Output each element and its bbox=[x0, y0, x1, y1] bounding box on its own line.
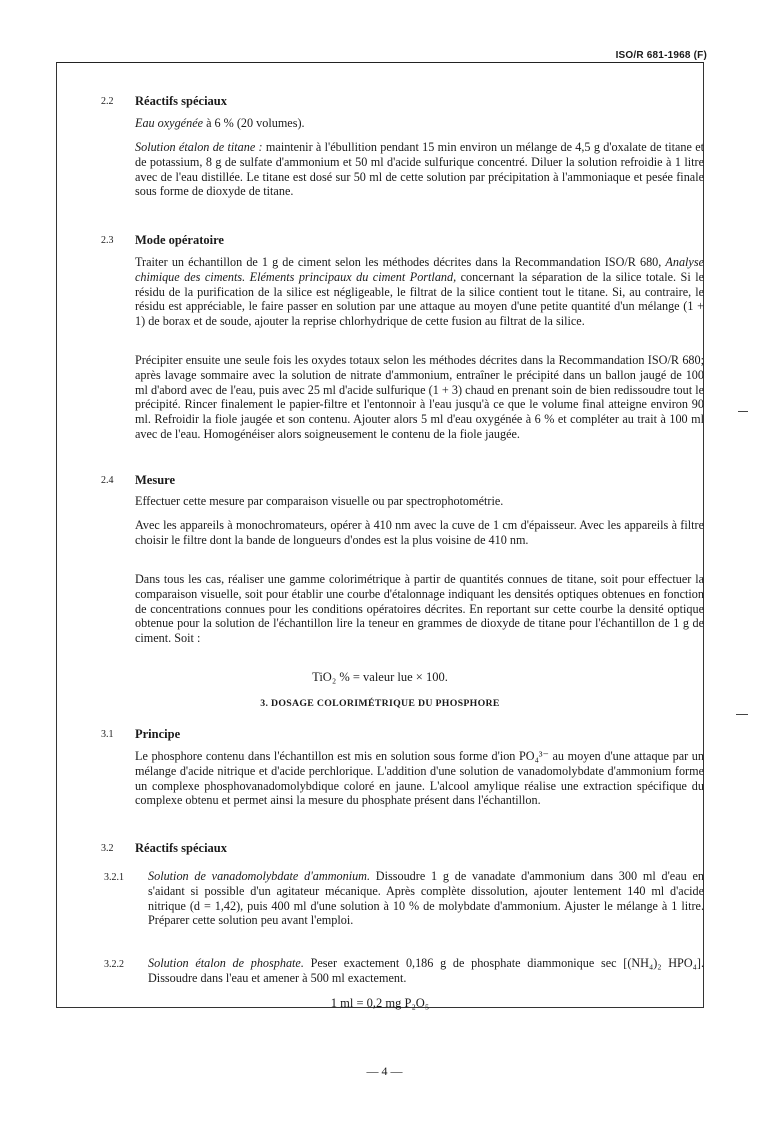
section-number: 2.2 bbox=[101, 96, 114, 107]
section-title: Mesure bbox=[135, 473, 176, 487]
paragraph: Effectuer cette mesure par comparaison visuelle ou par spectrophotométrie. bbox=[135, 494, 504, 508]
document-reference: ISO/R 681-1968 (F) bbox=[615, 50, 707, 61]
emphasis: Solution étalon de phosphate. bbox=[148, 956, 304, 970]
paragraph bbox=[135, 116, 704, 131]
emphasis: Solution de vanadomolybdate d'ammonium. bbox=[148, 869, 371, 883]
margin-mark bbox=[736, 714, 748, 715]
section-title: Réactifs spéciaux bbox=[135, 841, 227, 855]
paragraph bbox=[148, 869, 704, 928]
paragraph bbox=[135, 140, 704, 199]
section-title: Principe bbox=[135, 727, 181, 741]
section-2-3-heading bbox=[101, 233, 224, 248]
text: concernant la séparation de la silice totale. Si le résidu de la purification de la silice est négligeable, le filtrat de la silice contient tout le titane. Si, au contraire, le résidu est appréciable, le faire passer en solution par une attaque au moyen d'une petite quantité d'un mélange (1 + 1) de borax et de soude, ajouter la reprise chlorhydrique de cette fusion au filtrat de la silice. bbox=[135, 269, 704, 329]
emphasis: Solution étalon de titane : bbox=[135, 140, 263, 154]
paragraph bbox=[135, 255, 704, 329]
margin-mark bbox=[738, 411, 748, 412]
paragraph: Dans tous les cas, réaliser une gamme colorimétrique à partir de quantités connues de titane, soit pour effectuer la comparaison visuelle, soit pour établir une courbe d'étalonnage indiquant les densités optiques obtenues en fonction de concentrations connues pour les conditions opératoires décrites. En reportant sur cette courbe la densité optique obtenue pour la solution de l'échantillon lire la teneur en grammes de dioxyde de titane pour l'échantillon de 1 g de ciment. Soit : bbox=[135, 572, 704, 646]
section-3-2-heading bbox=[101, 841, 227, 856]
subsection-number: 3.2.1 bbox=[104, 872, 124, 883]
paragraph: Avec les appareils à monochromateurs, opérer à 410 nm avec la cuve de 1 cm d'épaisseur. Avec les appareils à filtre choisir le filtre dont la bande de longueurs d'ondes est la plus voisine de 410 nm. bbox=[135, 518, 704, 547]
paragraph bbox=[148, 956, 704, 986]
section-2-2-heading bbox=[101, 94, 227, 109]
paragraph: Précipiter ensuite une seule fois les oxydes totaux selon les méthodes décrites dans la Recommandation ISO/R 680; après lavage sommaire avec la solution de nitrate d'ammonium, entraîner le précipité dans un ballon jaugé de 100 ml d'abord avec de l'eau, puis avec 25 ml d'acide sulfurique (1 + 3) chaud en prenant soin de bien redissoudre tout le précipité. Rincer finalement le papier-filtre et l'entonnoir à l'eau jusqu'à ce que le volume final atteigne environ 90 ml. Refroidir la fiole jaugée et son contenu. Ajouter alors 5 ml d'eau oxygénée à 6 % et compléter au trait à 100 ml avec de l'eau. Homogénéiser alors soigneusement le contenu de la fiole jaugée. bbox=[135, 353, 704, 441]
text: Dissoudre 1 g de vanadate d'ammonium dans 300 ml d'eau en s'aidant si possible d'un agitateur mécanique. Après complète dissolution, ajouter lentement 140 ml d'acide nitrique (d = 1,42), puis 400 ml d'une solution à 10 % de molybdate d'ammonium. Ajuster le mélange à 1 litre. Préparer cette solution peu avant l'emploi. bbox=[148, 869, 704, 928]
section-title: Mode opératoire bbox=[135, 233, 224, 247]
formula-p2o5: 1 ml = 0,2 mg P₂O₅ bbox=[330, 996, 430, 1010]
emphasis: Analyse chimique des ciments. Eléments principaux du ciment Portland, bbox=[135, 255, 704, 284]
section-number: 3.2 bbox=[101, 843, 114, 854]
section-number: 3.1 bbox=[101, 729, 114, 740]
paragraph: Le phosphore contenu dans l'échantillon est mis en solution sous forme d'ion PO₄³⁻ au moyen d'une attaque par un mélange d'acide nitrique et d'acide perchlorique. L'addition d'une solution de vanadomolybdate d'ammonium forme un complexe phosphovanadomolybdique coloré en jaune. L'alcool amylique réalise une extraction spécifique du complexe obtenu et permet ainsi la mesure du phosphate présent dans l'échantillon. bbox=[135, 749, 704, 808]
text: à 6 % (20 volumes). bbox=[203, 116, 305, 130]
emphasis: Eau oxygénée bbox=[135, 116, 204, 130]
section-2-4-heading bbox=[101, 473, 175, 488]
section-number: 2.4 bbox=[101, 475, 114, 486]
page-number: — 4 — bbox=[366, 1064, 403, 1078]
chapter-title: 3. DOSAGE COLORIMÉTRIQUE DU PHOSPHORE bbox=[260, 698, 500, 709]
section-title: Réactifs spéciaux bbox=[135, 94, 227, 108]
section-3-1-heading bbox=[101, 727, 180, 742]
formula-tio2: TiO₂ % = valeur lue × 100. bbox=[312, 670, 448, 684]
section-number: 2.3 bbox=[101, 235, 114, 246]
text: maintenir à l'ébullition pendant 15 min environ un mélange de 4,5 g d'oxalate de titane et de potassium, 8 g de sulfate d'ammonium et 50 ml d'acide sulfurique concentré. Diluer la solution refroidie à 1 litre avec de l'eau distillée. Le titane est dosé sur 50 ml de cette solution par précipitation à l'ammoniaque et pesée finale sous forme de dioxyde de titane. bbox=[135, 140, 704, 199]
text: Peser exactement 0,186 g de phosphate diammonique sec [(NH₄)₂ HPO₄]. Dissoudre dans l'eau et amener à 500 ml exactement. bbox=[148, 956, 704, 985]
subsection-number: 3.2.2 bbox=[104, 959, 124, 970]
text: Traiter un échantillon de 1 g de ciment selon les méthodes décrites dans la Recommandation ISO/R 680, bbox=[135, 255, 666, 269]
